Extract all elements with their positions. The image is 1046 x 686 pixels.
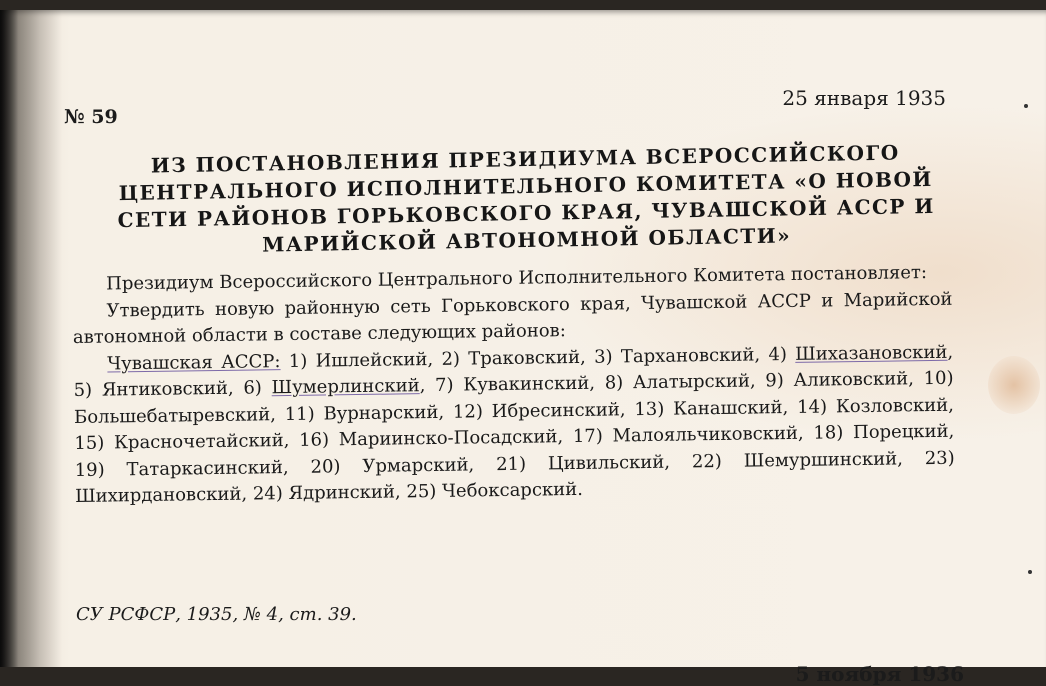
paragraph-resolution: Президиум Всероссийского Центрального Исполнительного Комитета постановляет: bbox=[106, 262, 928, 295]
district-list-part: , 7) Кувакинский, 8) Алатырский, 9) Аликовский, 10) Большебатыревский, 11) Вурнарский, 12) Ибресинский, 13) Канашский, 14) Козловский, 15) Красночетайский, 16) Мариинско-Посадский, 17) Малояльчиковский, 18) Порецкий, 19) Татаркасинский, 20) Урмарский, 21) Цивильский, 22) Шемуршинский, 23) Шихирдановский, 24) Ядринский, 25) Чебоксарский. bbox=[73, 367, 955, 507]
district-list-part: , 5) Янтиковский, 6) bbox=[73, 341, 954, 401]
source-reference: СУ РСФСР, 1935, № 4, ст. 39. bbox=[76, 604, 357, 625]
document-number: № 59 bbox=[64, 106, 118, 128]
underlined-district: Шумерлинский bbox=[271, 375, 420, 399]
document-page bbox=[0, 10, 1046, 686]
paragraph-approve: Утвердить новую районную сеть Горьковского края, Чувашской АССР и Марийской автономной области в составе следующих районов: bbox=[72, 288, 953, 348]
heading-line: ИЗ ПОСТАНОВЛЕНИЯ ПРЕЗИДИУМА ВСЕРОССИЙСКОГО bbox=[150, 140, 900, 178]
paragraph-districts bbox=[73, 339, 955, 510]
district-list-part: 1) Ишлейский, 2) Траковский, 3) Тархановский, 4) bbox=[280, 343, 796, 372]
document-body bbox=[72, 260, 955, 511]
paper-stain bbox=[988, 356, 1040, 414]
paper-speck bbox=[1028, 570, 1032, 574]
underlined-district: Шихазановский bbox=[795, 341, 948, 365]
heading-line: ЦЕНТРАЛЬНОГО ИСПОЛНИТЕЛЬНОГО КОМИТЕТА «О НОВОЙ bbox=[118, 166, 933, 206]
heading-line: СЕТИ РАЙОНОВ ГОРЬКОВСКОГО КРАЯ, ЧУВАШСКОЙ АССР И bbox=[117, 193, 936, 233]
document-date: 25 января 1935 bbox=[782, 86, 946, 110]
heading-line: МАРИЙСКОЙ АВТОНОМНОЙ ОБЛАСТИ» bbox=[262, 223, 792, 257]
region-name: Чувашская АССР: bbox=[107, 350, 281, 375]
next-document-date: 5 ноября 1936 bbox=[795, 662, 964, 686]
document-heading bbox=[65, 138, 987, 262]
page-edge-shadow bbox=[0, 10, 62, 667]
paper-speck bbox=[1024, 104, 1028, 108]
